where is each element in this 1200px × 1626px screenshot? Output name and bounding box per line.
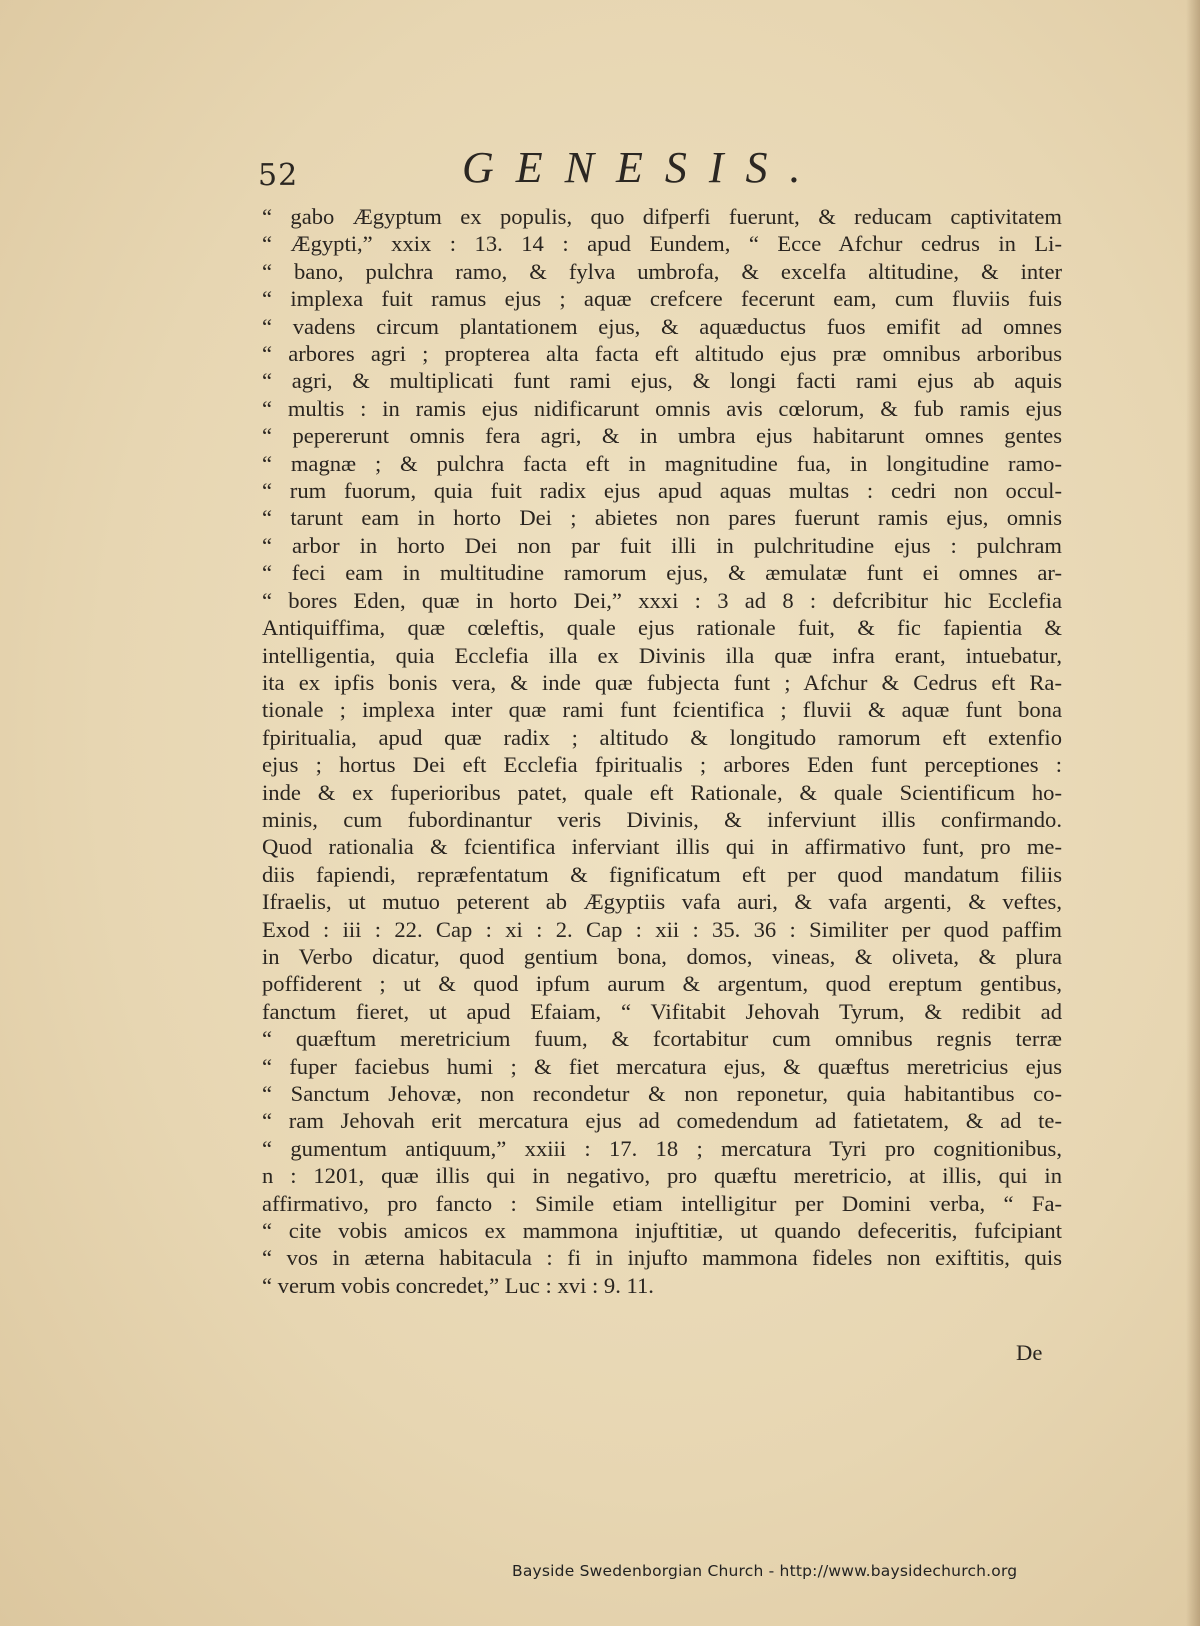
text-line: “ bores Eden, quæ in horto Dei,” xxxi : 3 ad 8 : defcribitur hic Ecclefia xyxy=(262,587,1062,613)
text-line: “ cite vobis amicos ex mammona injuftitiæ, ut quando defeceritis, fufcipiant xyxy=(262,1218,1062,1244)
text-line: “ multis : in ramis ejus nidificarunt omnis avis cœlorum, & fub ramis ejus xyxy=(262,395,1062,421)
text-line: “ implexa fuit ramus ejus ; aquæ crefcere fecerunt eam, cum fluviis fuis xyxy=(262,286,1062,312)
text-line: “ vos in æterna habitacula : fi in injufto mammona fideles non exiftitis, quis xyxy=(262,1245,1062,1271)
text-line: Ifraelis, ut mutuo peterent ab Ægyptiis vafa auri, & vafa argenti, & veftes, xyxy=(262,889,1062,915)
running-title: GENESIS. xyxy=(462,143,823,192)
text-line: “ Sanctum Jehovæ, non recondetur & non reponetur, quia habitantibus co- xyxy=(262,1081,1062,1106)
text-line: fanctum fieret, ut apud Efaiam, “ Vifitabit Jehovah Tyrum, & redibit ad xyxy=(262,998,1062,1024)
text-line: Quod rationalia & fcientifica inferviant illis qui in affirmativo funt, pro me- xyxy=(262,834,1062,860)
text-line: “ gabo Ægyptum ex populis, quo difperfi fuerunt, & reducam captivitatem xyxy=(262,204,1062,229)
text-line: “ fuper faciebus humi ; & fiet mercatura ejus, & quæftus meretricius ejus xyxy=(262,1053,1062,1079)
text-line: intelligentia, quia Ecclefia illa ex Divinis illa quæ infra erant, intuebatur, xyxy=(262,642,1062,668)
text-line: fpiritualia, apud quæ radix ; altitudo & longitudo ramorum eft extenfio xyxy=(262,724,1062,750)
text-line: inde & ex fuperioribus patet, quale eft Rationale, & quale Scientificum ho- xyxy=(262,779,1062,805)
text-line: “ quæftum meretricium fuum, & fcortabitur cum omnibus regnis terræ xyxy=(262,1026,1062,1052)
text-line: “ magnæ ; & pulchra facta eft in magnitudine fua, in longitudine ramo- xyxy=(262,450,1062,476)
text-line: “ ram Jehovah erit mercatura ejus ad comedendum ad fatietatem, & ad te- xyxy=(262,1108,1062,1134)
text-line: n : 1201, quæ illis qui in negativo, pro quæftu meretricio, at illis, qui in xyxy=(262,1163,1062,1189)
text-line: tionale ; implexa inter quæ rami funt fcientifica ; fluvii & aquæ funt bona xyxy=(262,697,1062,723)
text-line: “ arbor in horto Dei non par fuit illi in pulchritudine ejus : pulchram xyxy=(262,532,1062,558)
text-line: Exod : iii : 22. Cap : xi : 2. Cap : xii : 35. 36 : Similiter per quod paffim xyxy=(262,916,1062,942)
text-line: “ vadens circum plantationem ejus, & aquæductus fuos emifit ad omnes xyxy=(262,313,1062,339)
text-line: poffiderent ; ut & quod ipfum aurum & argentum, quod ereptum gentibus, xyxy=(262,971,1062,997)
text-line: ita ex ipfis bonis vera, & inde quæ fubjecta funt ; Afchur & Cedrus eft Ra- xyxy=(262,669,1062,695)
text-line: “ arbores agri ; propterea alta facta eft altitudo ejus præ omnibus arboribus xyxy=(262,341,1062,367)
text-line: “ feci eam in multitudine ramorum ejus, & æmulatæ funt ei omnes ar- xyxy=(262,560,1062,586)
text-line: Antiquiffima, quæ cœleftis, quale ejus rationale fuit, & fic fapientia & xyxy=(262,615,1062,641)
text-line: “ gumentum antiquum,” xxiii : 17. 18 ; mercatura Tyri pro cognitionibus, xyxy=(262,1135,1062,1161)
catchword: De xyxy=(1016,1340,1043,1365)
text-line: diis fapiendi, repræfentatum & fignificatum eft per quod mandatum filiis xyxy=(262,861,1062,887)
text-line: “ agri, & multiplicati funt rami ejus, & longi facti rami ejus ab aquis xyxy=(262,368,1062,394)
text-line: “ pepererunt omnis fera agri, & in umbra ejus habitarunt omnes gentes xyxy=(262,423,1062,449)
footer-credit: Bayside Swedenborgian Church - http://www.baysidechurch.org xyxy=(512,1562,1018,1580)
text-line: “ verum vobis concredet,” Luc : xvi : 9. 11. xyxy=(262,1272,654,1298)
text-line: ejus ; hortus Dei eft Ecclefia fpiritualis ; arbores Eden funt perceptiones : xyxy=(262,752,1062,778)
page-edge-shadow xyxy=(1186,0,1200,1626)
body-text xyxy=(262,203,1062,1299)
text-line: “ Ægypti,” xxix : 13. 14 : apud Eundem, “ Ecce Afchur cedrus in Li- xyxy=(262,231,1062,257)
text-line: “ rum fuorum, quia fuit radix ejus apud aquas multas : cedri non occul- xyxy=(262,478,1062,504)
text-line: “ bano, pulchra ramo, & fylva umbrofa, & excelfa altitudine, & inter xyxy=(262,258,1062,284)
text-line: “ tarunt eam in horto Dei ; abietes non pares fuerunt ramis ejus, omnis xyxy=(262,505,1062,531)
text-line: in Verbo dicatur, quod gentium bona, domos, vineas, & oliveta, & plura xyxy=(262,943,1062,969)
page-number: 52 xyxy=(258,158,299,193)
text-line: minis, cum fubordinantur veris Divinis, & inferviunt illis confirmando. xyxy=(262,806,1062,832)
text-line: affirmativo, pro fancto : Simile etiam intelligitur per Domini verba, “ Fa- xyxy=(262,1190,1062,1216)
